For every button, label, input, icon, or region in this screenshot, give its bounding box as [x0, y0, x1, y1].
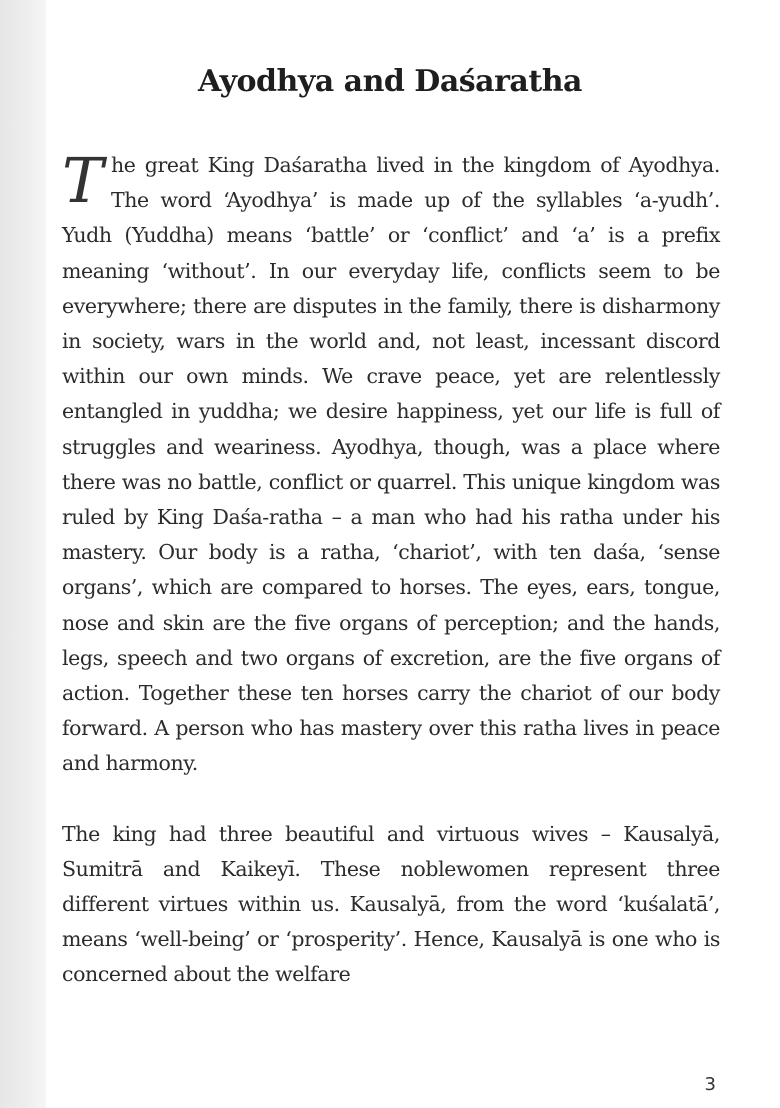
drop-cap: T — [62, 144, 103, 217]
page-gutter-shadow — [0, 0, 46, 1108]
chapter-title: Ayodhya and Daśaratha — [198, 64, 582, 100]
paragraph — [62, 817, 720, 993]
page-number: 3 — [704, 1074, 716, 1095]
body-text — [62, 144, 720, 993]
paragraph-text: The king had three beautiful and virtuous wives – Kausalyā, Sumitrā and Kaikeyī. These noblewomen represent three different virtues within us. Kausalyā, from the word ‘kuśalatā’, means ‘well-being’ or ‘prosperity’. Hence, Kausalyā is one who is concerned about the welfare — [62, 821, 720, 987]
paragraph — [62, 144, 720, 782]
paragraph-text: he great King Daśaratha lived in the kingdom of Ayodhya. The word ‘Ayodhya’ is made up of the syllables ‘a-yudh’. Yudh (Yuddha) means ‘battle’ or ‘conflict’ and ‘a’ is a prefix meaning ‘without’. In our everyday life, conflicts seem to be everywhere; there are disputes in the family, there is disharmony in society, wars in the world and, not least, incessant discord within our own minds. We crave peace, yet are relentlessly entangled in yuddha; we desire happiness, yet our life is full of struggles and weariness. Ayodhya, though, was a place where there was no battle, conflict or quarrel. This unique kingdom was ruled by King Daśa-ratha – a man who had his ratha under his mastery. Our body is a ratha, ‘chariot’, with ten daśa, ‘sense organs’, which are compared to horses. The eyes, ears, tongue, nose and skin are the five organs of perception; and the hands, legs, speech and two organs of excretion, are the five organs of action. Together these ten horses carry the chariot of our body forward. A person who has mastery over this ratha lives in peace and harmony. — [62, 153, 720, 776]
